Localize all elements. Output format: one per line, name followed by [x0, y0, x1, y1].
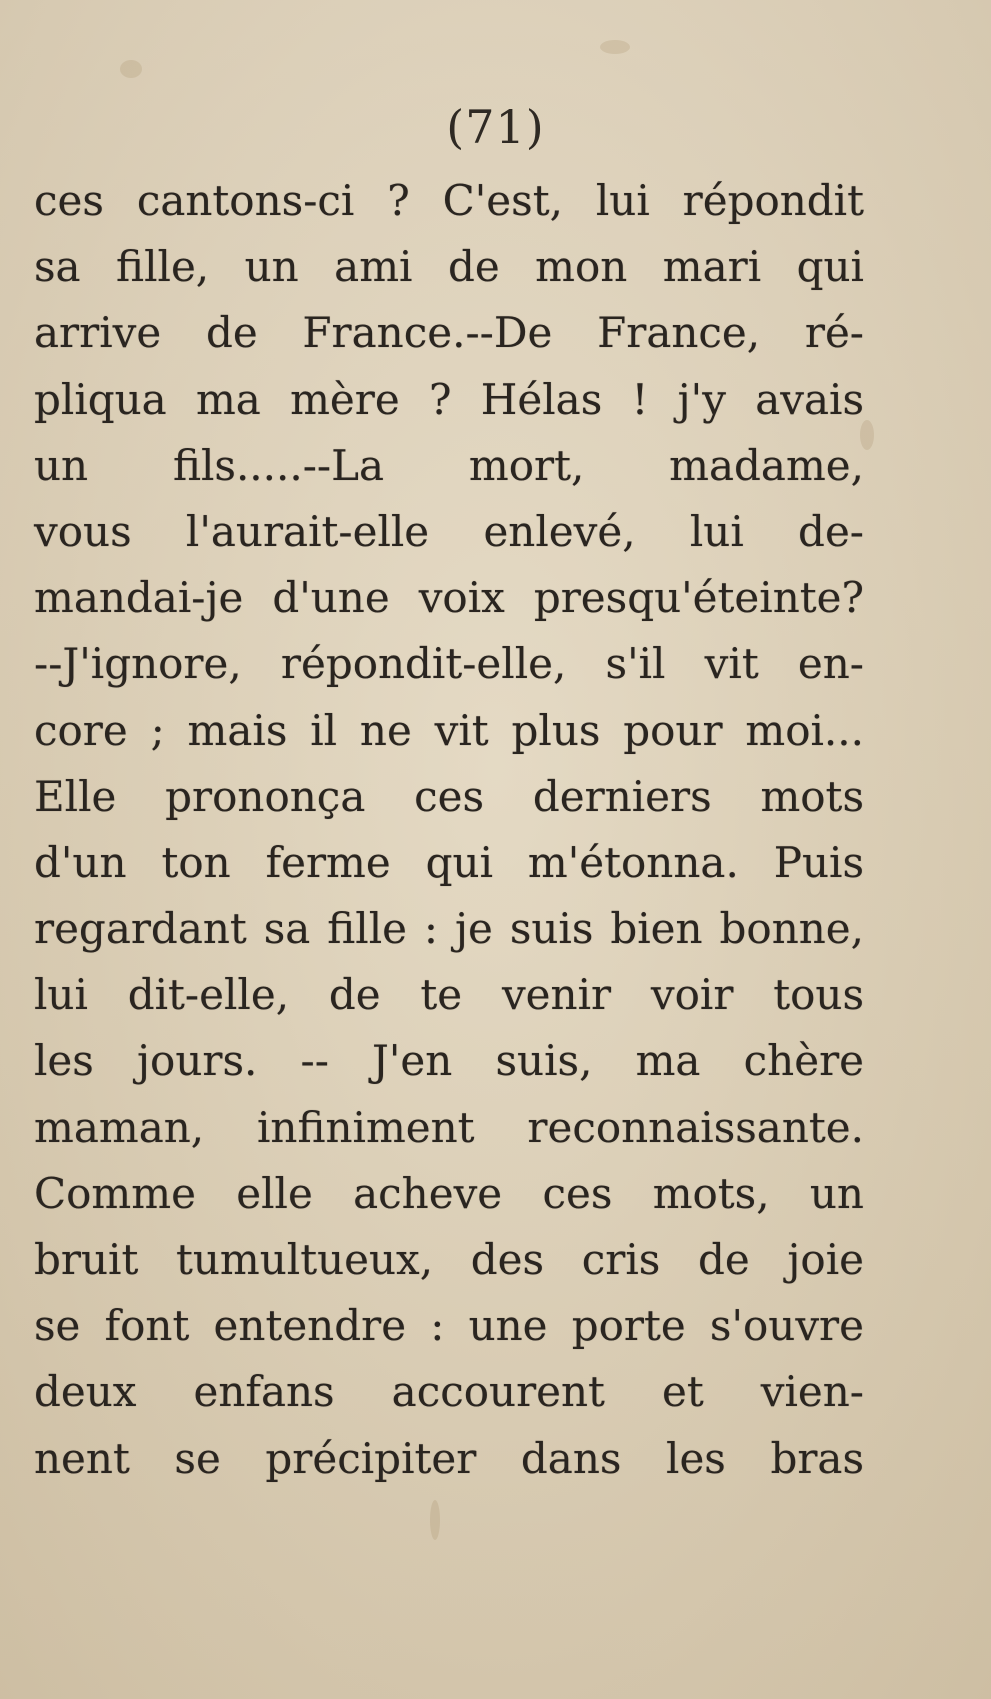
text-line: vous l'aurait-elle enlevé, lui de- — [34, 506, 864, 556]
text-line: ces cantons-ci ? C'est, lui répondit — [34, 176, 864, 225]
text-line: sa fille, un ami de mon mari qui — [34, 242, 864, 292]
text-line: pliqua ma mère ? Hélas ! j'y avais — [34, 374, 864, 424]
text-line: mandai-je d'une voix presqu'éteinte? — [34, 573, 864, 623]
text-line: arrive de France.--De France, ré- — [34, 308, 864, 358]
paper-stain — [600, 40, 630, 54]
paper-stain — [120, 60, 142, 78]
text-line: les jours. -- J'en suis, ma chère — [34, 1036, 864, 1086]
text-line: Comme elle acheve ces mots, un — [34, 1168, 864, 1218]
text-line: --J'ignore, répondit-elle, s'il vit en- — [34, 639, 864, 689]
text-line: maman, infiniment reconnaissante. — [34, 1102, 864, 1152]
text-line: se font entendre : une porte s'ouvre — [34, 1301, 864, 1351]
text-line: deux enfans accourent et vien- — [34, 1367, 864, 1417]
text-line: nent se précipiter dans les bras — [34, 1433, 864, 1483]
text-line: bruit tumultueux, des cris de joie — [34, 1235, 864, 1284]
text-line: Elle prononça ces derniers mots — [34, 771, 864, 821]
text-line: un fils.....--La mort, madame, — [34, 440, 864, 490]
text-line: regardant sa fille : je suis bien bonne, — [34, 904, 864, 954]
page-number: (71) — [446, 100, 545, 154]
text-line: lui dit-elle, de te venir voir tous — [34, 970, 864, 1020]
text-line: core ; mais il ne vit plus pour moi... — [34, 705, 864, 755]
text-line: d'un ton ferme qui m'étonna. Puis — [34, 837, 864, 887]
paper-stain — [430, 1500, 440, 1540]
body-text — [34, 168, 864, 1492]
